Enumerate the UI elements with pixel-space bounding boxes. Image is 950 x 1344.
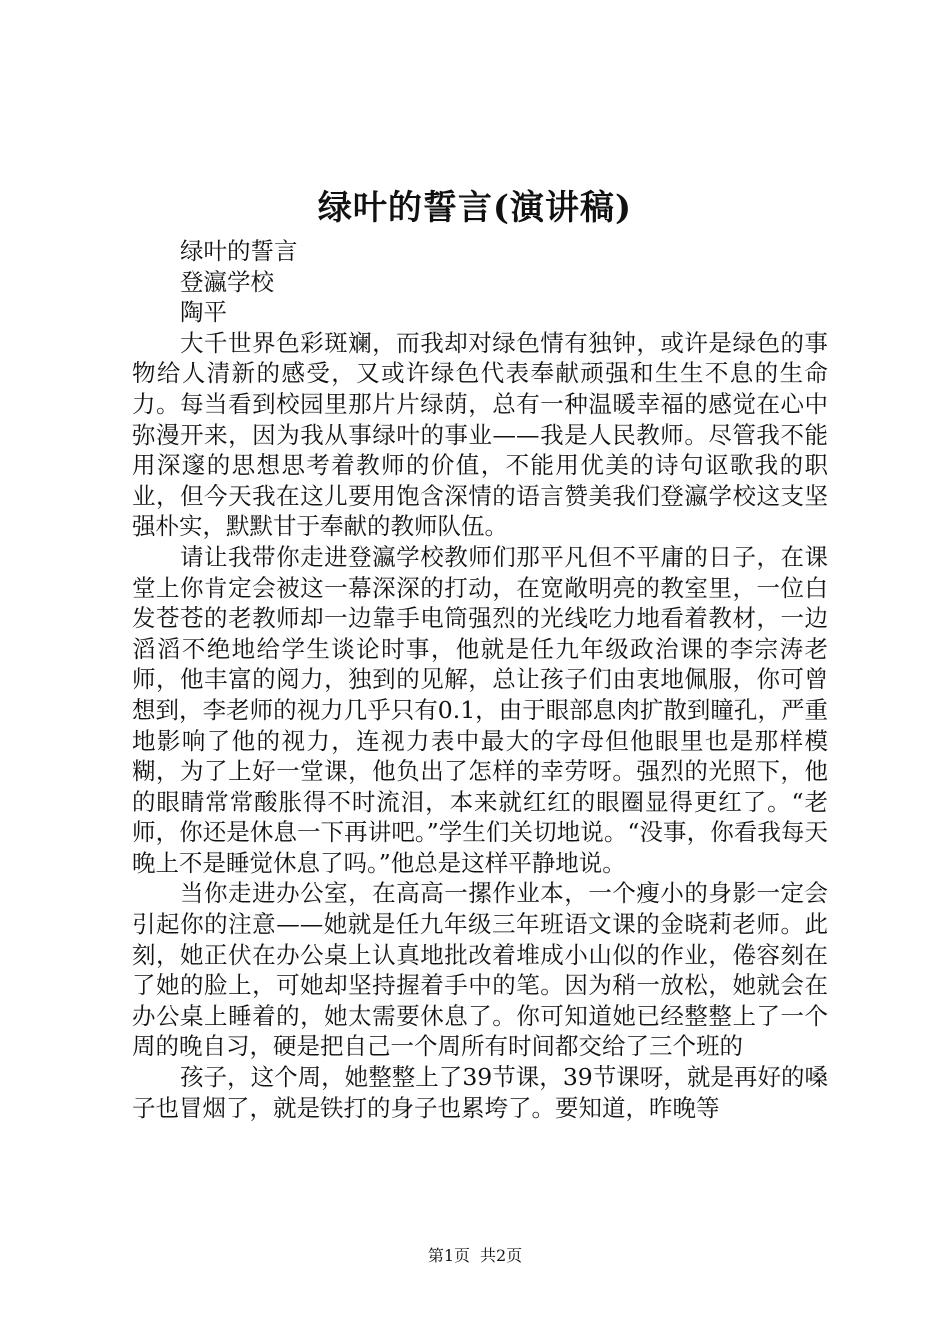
page-footer: [0, 1246, 950, 1266]
author-name-line: 陶平: [180, 298, 227, 327]
paragraph: 孩子，这个周，她整整上了39节课，39节课呀，就是再好的嗓子也冒烟了，就是铁打的身子也累垮了。要知道，昨晚等: [132, 1063, 828, 1122]
paragraph: 请让我带你走进登瀛学校教师们那平凡但不平庸的日子，在课堂上你肯定会被这一幕深深的打动，在宽敞明亮的教室里，一位白发苍苍的老教师却一边靠手电筒强烈的光线吃力地看着教材，一边滔滔不绝地给学生谈论时事，他就是任九年级政治课的李宗涛老师，他丰富的阅力，独到的见解，总让孩子们由衷地佩服，你可曾想到，李老师的视力几乎只有0.1，由于眼部息肉扩散到瞳孔，严重地影响了他的视力，连视力表中最大的字母但他眼里也是那样模糊，为了上好一堂课，他负出了怎样的幸劳呀。强烈的光照下，他的眼睛常常酸胀得不时流泪，本来就红红的眼圈显得更红了。“老师，你还是休息一下再讲吧。”学生们关切地说。“没事，你看我每天晚上不是睡觉休息了吗。”他总是这样平静地说。: [132, 542, 828, 877]
speech-title-line: 绿叶的誓言: [180, 237, 298, 265]
page-total: 共2页: [480, 1246, 523, 1265]
paragraph: 大千世界色彩斑斓，而我却对绿色情有独钟，或许是绿色的事物给人清新的感受，又或许绿色代表奉献顽强和生生不息的生命力。每当看到校园里那片片绿荫，总有一种温暖幸福的感觉在心中弥漫开来，因为我从事绿叶的事业——我是人民教师。尽管我不能用深邃的思想思考着教师的价值，不能用优美的诗句讴歌我的职业，但今天我在这儿要用饱含深情的语言赞美我们登瀛学校这支坚强朴实，默默甘于奉献的教师队伍。: [132, 328, 828, 541]
school-name-line: 登瀛学校: [180, 267, 274, 296]
paragraph: 当你走进办公室，在高高一摞作业本，一个瘦小的身影一定会引起你的注意——她就是任九年级三年班语文课的金晓莉老师。此刻，她正伏在办公桌上认真地批改着堆成小山似的作业，倦容刻在了她的脸上，可她却坚持握着手中的笔。因为稍一放松，她就会在办公桌上睡着的，她太需要休息了。你可知道她已经整整上了一个周的晚自习，硬是把自己一个周所有时间都交给了三个班的: [132, 879, 828, 1061]
page-number: 第1页: [427, 1246, 470, 1265]
document-body: [132, 236, 828, 1123]
document-title: 绿叶的誓言(演讲稿): [317, 188, 633, 228]
